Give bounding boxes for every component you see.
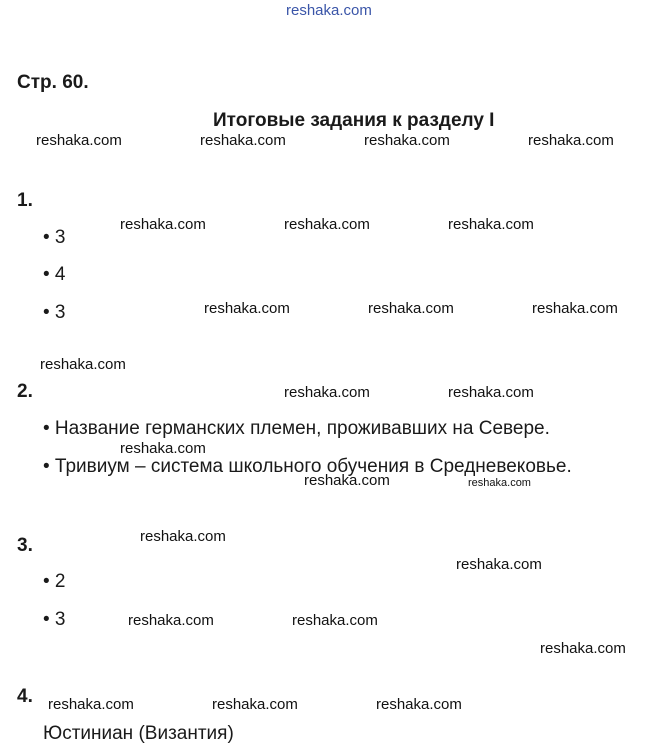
watermark: reshaka.com <box>540 640 626 657</box>
section-title: Итоговые задания к разделу I <box>213 110 495 131</box>
watermark: reshaka.com <box>284 216 370 233</box>
watermark: reshaka.com <box>528 132 614 149</box>
task-2-answer-2: • Тривиум – система школьного обучения в Средневековье. <box>43 456 572 477</box>
watermark: reshaka.com <box>368 300 454 317</box>
watermark: reshaka.com <box>284 384 370 401</box>
watermark: reshaka.com <box>456 556 542 573</box>
watermark: reshaka.com <box>200 132 286 149</box>
watermark: reshaka.com <box>448 384 534 401</box>
task-1-answer-2: • 4 <box>43 264 66 285</box>
watermark: reshaka.com <box>292 612 378 629</box>
task-2-number: 2. <box>17 381 33 402</box>
watermark: reshaka.com <box>212 696 298 713</box>
task-4-answer: Юстиниан (Византия) <box>43 723 234 744</box>
site-header-link[interactable]: reshaka.com <box>286 2 372 19</box>
watermark: reshaka.com <box>448 216 534 233</box>
watermark: reshaka.com <box>376 696 462 713</box>
watermark: reshaka.com <box>304 472 390 489</box>
watermark: reshaka.com <box>204 300 290 317</box>
task-1-number: 1. <box>17 190 33 211</box>
watermark: reshaka.com <box>128 612 214 629</box>
task-1-answer-3: • 3 <box>43 302 66 323</box>
watermark: reshaka.com <box>140 528 226 545</box>
task-3-answer-1: • 2 <box>43 571 66 592</box>
task-3-answer-2: • 3 <box>43 609 66 630</box>
page-label: Стр. 60. <box>17 72 89 93</box>
watermark: reshaka.com <box>468 477 531 489</box>
task-3-number: 3. <box>17 535 33 556</box>
watermark: reshaka.com <box>120 216 206 233</box>
watermark: reshaka.com <box>120 440 206 457</box>
watermark: reshaka.com <box>36 132 122 149</box>
watermark: reshaka.com <box>48 696 134 713</box>
task-4-number: 4. <box>17 686 33 707</box>
watermark: reshaka.com <box>532 300 618 317</box>
task-1-answer-1: • 3 <box>43 227 66 248</box>
task-2-answer-1: • Название германских племен, проживавших на Севере. <box>43 418 550 439</box>
watermark: reshaka.com <box>40 356 126 373</box>
watermark: reshaka.com <box>364 132 450 149</box>
